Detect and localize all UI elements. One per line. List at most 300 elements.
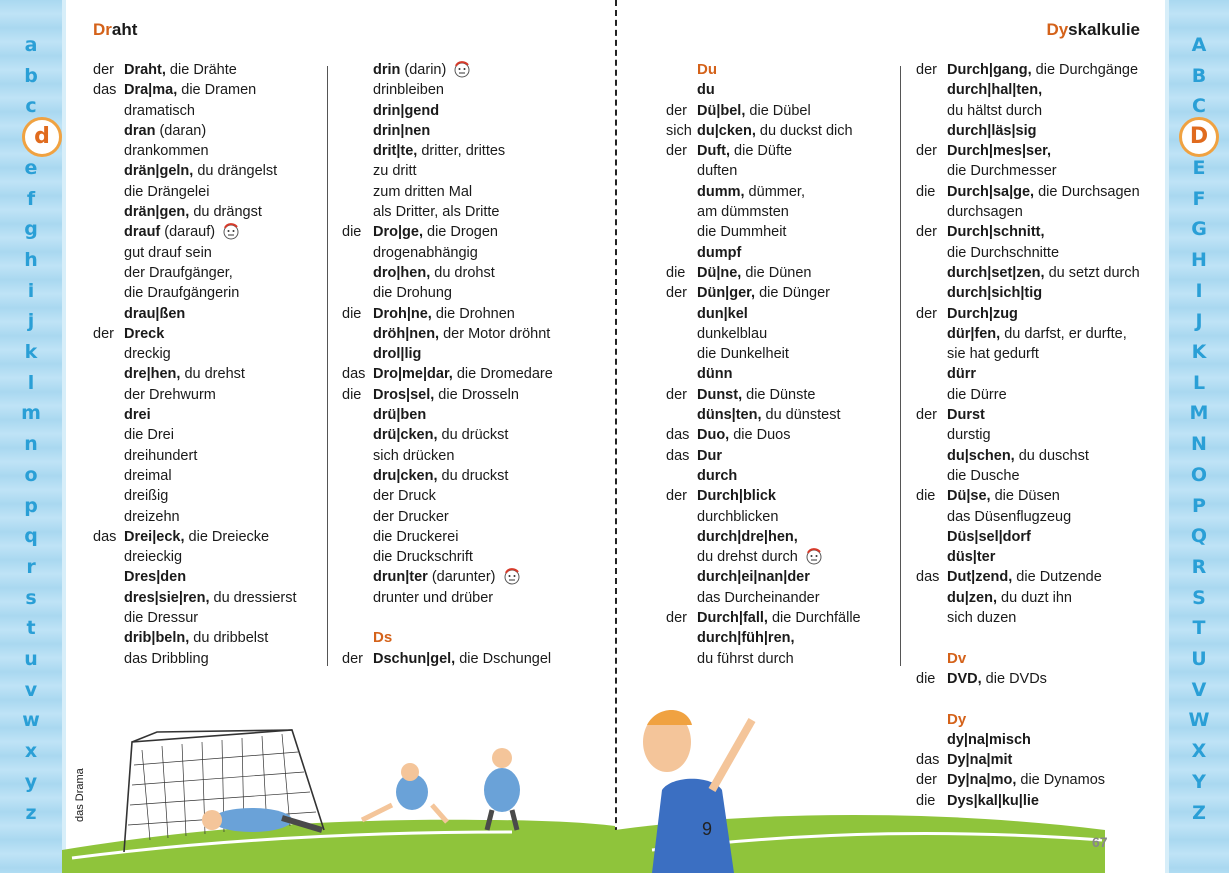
dictionary-entry [342,101,602,121]
alphabet-letter-left-d[interactable]: d [22,117,62,157]
headword: Dy|na|mit [947,752,1013,769]
dictionary-entry [93,364,323,384]
entry-text: du drängelst [193,163,278,180]
headword: durch [697,467,738,484]
dictionary-entry [666,243,894,263]
dictionary-entry [93,507,323,527]
headword: Dü|bel, [697,102,746,119]
dictionary-entry [93,567,323,587]
headword: dru|cken, [373,467,438,484]
entry-text: die Düfte [730,143,793,160]
alphabet-letter-left-n[interactable]: n [24,433,38,456]
headword: dumm, [697,183,745,200]
headword: Dy|na|mo, [947,772,1017,789]
dictionary-entry [666,446,894,466]
dictionary-entry [93,283,323,303]
entry-text: die Dübel [745,102,811,119]
dictionary-entry [916,304,1156,324]
alphabet-letter-left-t[interactable]: t [26,617,36,640]
dictionary-entry [342,161,602,181]
dictionary-entry [916,507,1156,527]
headword: Drei|eck, [124,528,185,545]
article: der [916,305,937,322]
dictionary-entry [666,283,894,303]
headword: drü|ben [373,407,427,424]
alphabet-letter-right-I[interactable]: I [1195,279,1203,302]
illustration-caption: das Drama [74,768,86,822]
alphabet-letter-right-M[interactable]: M [1189,402,1209,425]
alphabet-letter-right-C[interactable]: C [1192,95,1206,118]
entry-text: die Drogen [422,224,498,241]
entry-text: der Druck [373,488,436,505]
dictionary-entry [342,507,602,527]
article: die [916,792,936,809]
alphabet-letter-right-O[interactable]: O [1190,463,1208,486]
article: der [666,488,687,505]
dictionary-entry [342,547,602,567]
headword: Düs|sel|dorf [947,528,1031,545]
article: das [93,82,117,99]
dictionary-entry [93,608,323,628]
entry-text: sich duzen [947,610,1017,627]
alphabet-letter-right-L[interactable]: L [1192,371,1206,394]
headword: Dü|se, [947,488,991,505]
dictionary-entry [916,182,1156,202]
article: die [342,386,362,403]
headword: dumpf [697,244,742,261]
dictionary-entry [342,588,602,608]
alphabet-letter-left-l[interactable]: l [27,371,35,394]
entry-text: drankommen [124,143,209,160]
entry-text: das Dribbling [124,650,209,667]
alphabet-letter-left-o[interactable]: o [24,463,38,486]
article: das [916,569,940,586]
entry-text: (darin) [400,62,447,78]
article: die [342,224,362,241]
dictionary-entry [342,222,602,242]
dictionary-entry [666,385,894,405]
entry-text: (daran) [155,122,207,139]
dictionary-entry [666,507,894,527]
headword: durch|füh|ren, [697,630,795,647]
dictionary-entry [916,141,1156,161]
dictionary-entry [93,649,323,669]
alphabet-letter-left-s[interactable]: s [25,586,37,609]
dictionary-entry [93,486,323,506]
entry-text: die Draufgängerin [124,285,240,302]
headword: drin|gend [373,102,440,119]
section-letter: Dv [947,649,967,667]
alphabet-letter-left-j[interactable]: j [27,310,35,333]
alphabet-letter-right-F[interactable]: F [1192,187,1206,210]
headword: drol|lig [373,346,422,363]
headword: dres|sie|ren, [124,589,210,606]
dictionary-entry [916,466,1156,486]
dictionary-entry [666,649,894,669]
dictionary-entry [93,182,323,202]
football-illustration [62,680,1165,873]
alphabet-letter-left-f[interactable]: f [26,187,36,210]
entry-text: die Dürre [947,386,1007,403]
alphabet-letter-right-Y[interactable]: Y [1192,770,1206,793]
column-divider-right [900,66,901,666]
alphabet-letter-left-i[interactable]: i [27,279,35,302]
entry-text: als Dritter, als Dritte [373,204,500,221]
entry-text: der Drucker [373,508,449,525]
alphabet-letter-right-R[interactable]: R [1191,555,1207,578]
dictionary-entry [342,344,602,364]
entry-text: die Drängelei [124,183,210,200]
headword: drun|ter [373,569,428,586]
entry-text: die Dramen [177,82,257,99]
article: der [93,62,114,78]
article: die [666,264,686,281]
alphabet-letter-right-G[interactable]: G [1191,218,1207,241]
headword: dro|hen, [373,264,431,281]
page-header-left [93,20,137,40]
headword: dre|hen, [124,366,181,383]
headword: Dut|zend, [947,569,1013,586]
alphabet-letter-right-V[interactable]: V [1191,678,1207,701]
dictionary-entry [666,608,894,628]
entry-text: dreizehn [124,508,180,525]
entry-text: die Dynamos [1016,772,1106,789]
dictionary-entry [93,141,323,161]
dictionary-column-1 [93,60,323,669]
dictionary-entry [666,466,894,486]
alphabet-letter-right-N[interactable]: N [1191,433,1207,456]
dictionary-entry [916,283,1156,303]
entry-text: du duzt ihn [996,589,1072,606]
dictionary-entry [93,385,323,405]
dictionary-entry [93,527,323,547]
dictionary-entry [342,385,602,405]
headword: Durch|sa|ge, [947,183,1035,200]
article: die [916,670,936,687]
headword: Dra|ma, [124,82,178,99]
headword: Dreck [124,325,165,342]
dictionary-entry [916,608,1156,628]
entry-text: dramatisch [124,102,195,119]
article: der [916,62,937,78]
dictionary-entry [916,60,1156,80]
entry-text: die Drohung [373,285,452,302]
entry-text: du duckst dich [755,122,853,139]
alphabet-letter-right-P[interactable]: P [1192,494,1206,517]
section-letter: Dy [947,710,967,728]
alphabet-letter-left-b[interactable]: b [24,64,38,87]
entry-text: zum dritten Mal [373,183,473,200]
alphabet-letter-right-A[interactable]: A [1191,34,1207,56]
entry-text: der Draufgänger, [124,264,233,281]
entry-text: das Düsenflugzeug [947,508,1072,525]
entry-text: du duschst [1014,447,1089,464]
headword: Dü|ne, [697,264,742,281]
dictionary-entry [666,364,894,384]
dictionary-entry [666,588,894,608]
headword: dran [124,122,156,139]
article: das [666,447,690,464]
dictionary-entry [916,101,1156,121]
entry-text: sich drücken [373,447,455,464]
header-right-rest: skalkulie [1068,20,1140,39]
dictionary-entry [93,222,323,242]
dictionary-entry [916,527,1156,547]
alphabet-letter-left-z[interactable]: z [25,801,37,824]
headword: Duft, [697,143,731,160]
entry-text: du dressierst [209,589,297,606]
dictionary-entry [93,121,323,141]
headword: durch|hal|ten, [947,82,1043,99]
headword: Dur [697,447,722,464]
headword: Dys|kal|ku|lie [947,792,1039,809]
entry-text: zu dritt [373,163,417,180]
headword: drü|cken, [373,427,438,444]
section-letter: Du [697,61,717,78]
headword: dy|na|misch [947,731,1031,748]
alphabet-letter-right-J[interactable]: J [1195,310,1203,333]
entry-text: die Dünen [741,264,812,281]
dictionary-entry [93,547,323,567]
dictionary-entry [342,364,602,384]
dictionary-entry [342,202,602,222]
headword: Durch|schnitt, [947,224,1045,241]
headword: dun|kel [697,305,748,322]
headword: Draht, [124,62,166,78]
dictionary-entry [342,567,602,587]
alphabet-letter-left-r[interactable]: r [26,555,36,578]
dictionary-entry [342,243,602,263]
entry-text: drunter und drüber [373,589,494,606]
alphabet-letter-right-Q[interactable]: Q [1190,525,1208,548]
headword: dünn [697,366,733,383]
article: das [342,366,366,383]
headword: du|cken, [697,122,756,139]
dictionary-entry [666,182,894,202]
entry-text: dreißig [124,488,169,505]
headword: Dres|den [124,569,187,586]
headword: drau|ßen [124,305,186,322]
headword: durch|dre|hen, [697,528,798,545]
entry-text: die Druckerei [373,528,459,545]
entry-text: du drückst [437,427,509,444]
entry-text: drogenabhängig [373,244,478,261]
article: der [666,610,687,627]
dictionary-entry [666,80,894,100]
alphabet-letter-right-H[interactable]: H [1191,248,1207,271]
dictionary-entry [666,121,894,141]
entry-text: dreihundert [124,447,198,464]
dictionary-entry [916,385,1156,405]
entry-text: die Dummheit [697,224,787,241]
alphabet-letter-left-h[interactable]: h [24,248,38,271]
entry-text: die Durchschnitte [947,244,1060,261]
dictionary-entry [93,344,323,364]
headword: Dün|ger, [697,285,756,302]
entry-text: die Dusche [947,467,1020,484]
alphabet-letter-left-p[interactable]: p [24,494,38,517]
entry-text: du drehst [180,366,245,383]
dictionary-entry [342,263,602,283]
headword: drei [124,407,151,424]
dictionary-entry [916,446,1156,466]
alphabet-letter-right-W[interactable]: W [1188,709,1210,732]
dictionary-entry [342,304,602,324]
article: der [916,224,937,241]
dictionary-entry [342,141,602,161]
thinking-face-icon [221,222,241,240]
entry-text: die Dromedare [452,366,553,383]
alphabet-index-left [0,0,66,873]
alphabet-letter-left-x[interactable]: x [24,740,38,763]
dictionary-entry [342,425,602,445]
entry-text: drinbleiben [373,82,444,99]
dictionary-entry [342,466,602,486]
alphabet-letter-left-v[interactable]: v [24,678,38,701]
alphabet-letter-right-D[interactable]: D [1179,117,1219,157]
header-left-rest: aht [111,20,138,39]
alphabet-letter-left-u[interactable]: u [24,648,38,670]
alphabet-letter-right-K[interactable]: K [1191,341,1207,363]
alphabet-letter-right-B[interactable]: B [1191,64,1207,87]
headword: drän|gen, [124,204,190,221]
article: die [342,305,362,322]
entry-text: die Drähte [165,62,237,78]
dictionary-entry [916,567,1156,587]
dictionary-entry [342,649,602,669]
entry-text: du hältst durch [947,102,1043,119]
dictionary-entry [666,567,894,587]
dictionary-entry [342,283,602,303]
headword: durch|ei|nan|der [697,569,810,586]
alphabet-letter-left-k[interactable]: k [24,341,38,363]
grass-left [62,820,615,873]
entry-text: dümmer, [744,183,805,200]
entry-text: die Drohnen [431,305,515,322]
headword: Droh|ne, [373,305,432,322]
dictionary-entry [342,324,602,344]
alphabet-letter-left-g[interactable]: g [24,218,38,241]
article: der [93,325,114,342]
alphabet-letter-left-c[interactable]: c [25,95,37,118]
article: die [916,183,936,200]
alphabet-index-right [1165,0,1229,873]
article: der [342,650,363,667]
article: der [916,407,937,424]
dictionary-entry [666,263,894,283]
entry-text: du drohst [430,264,495,281]
dictionary-entry [666,141,894,161]
entry-text: der Motor dröhnt [439,325,551,342]
dictionary-entry [666,486,894,506]
alphabet-letter-right-S[interactable]: S [1192,586,1206,609]
dictionary-entry [916,121,1156,141]
dictionary-entry [342,446,602,466]
section-heading [666,60,894,80]
dictionary-entry [666,324,894,344]
headword: du|schen, [947,447,1015,464]
dictionary-entry [93,263,323,283]
entry-text: dunkelblau [697,325,768,342]
alphabet-letter-left-a[interactable]: a [24,34,38,56]
entry-text: die Durchsagen [1034,183,1140,200]
headword: Dro|ge, [373,224,423,241]
headword: drit|te, [373,143,418,160]
article: das [916,752,940,769]
headword: Dro|me|dar, [373,366,453,383]
alphabet-letter-left-y[interactable]: y [24,770,38,793]
entry-text: dreieckig [124,549,183,566]
dictionary-entry [93,243,323,263]
headword: drauf [124,224,161,241]
dictionary-entry [93,202,323,222]
article: der [916,143,937,160]
dictionary-entry [916,243,1156,263]
dictionary-entry [93,60,323,80]
dictionary-entry [916,628,1156,648]
dictionary-entry [666,161,894,181]
headword: dürr [947,366,976,383]
dictionary-entry [916,222,1156,242]
headword: Durch|mes|ser, [947,143,1052,160]
alphabet-letter-right-Z[interactable]: Z [1192,801,1206,824]
dictionary-entry [342,121,602,141]
entry-text: du setzt durch [1044,264,1140,281]
alphabet-letter-right-E[interactable]: E [1192,156,1206,179]
headword: drin|nen [373,122,431,139]
headword: düns|ten, [697,407,762,424]
headword: dür|fen, [947,325,1001,342]
article: der [666,386,687,403]
dictionary-entry [93,101,323,121]
entry-text: du drängst [189,204,262,221]
dictionary-entry [666,344,894,364]
entry-text: du dünstest [761,407,841,424]
entry-text: (darauf) [160,224,216,241]
headword: durch|läs|sig [947,122,1037,139]
article: der [666,285,687,302]
dictionary-column-2 [342,60,602,669]
player-kneeling-icon [362,763,447,822]
alphabet-letter-right-T[interactable]: T [1192,617,1206,640]
entry-text: die DVDs [981,670,1047,687]
headword: durch|set|zen, [947,264,1045,281]
header-left-highlight: Dr [93,20,112,39]
alphabet-letter-right-U[interactable]: U [1191,648,1207,670]
dictionary-entry [916,486,1156,506]
alphabet-letter-left-e[interactable]: e [24,156,38,179]
entry-text: durstig [947,427,991,444]
headword: Durst [947,407,985,424]
entry-text: die Dünger [755,285,831,302]
dictionary-entry [666,628,894,648]
dictionary-entry [916,161,1156,181]
dictionary-entry [916,80,1156,100]
entry-text: gut drauf sein [124,244,212,261]
dictionary-entry [666,101,894,121]
entry-text: die Dressur [124,610,199,627]
dictionary-entry [666,405,894,425]
alphabet-letter-left-m[interactable]: m [21,402,41,425]
dictionary-entry [342,60,602,80]
alphabet-letter-left-w[interactable]: w [22,709,40,732]
entry-text: durchsagen [947,204,1023,221]
alphabet-letter-left-q[interactable]: q [24,525,38,548]
entry-text: die Druckschrift [373,549,473,566]
alphabet-letter-right-X[interactable]: X [1191,740,1207,763]
dictionary-entry [342,182,602,202]
entry-text: du drehst durch [697,549,798,566]
